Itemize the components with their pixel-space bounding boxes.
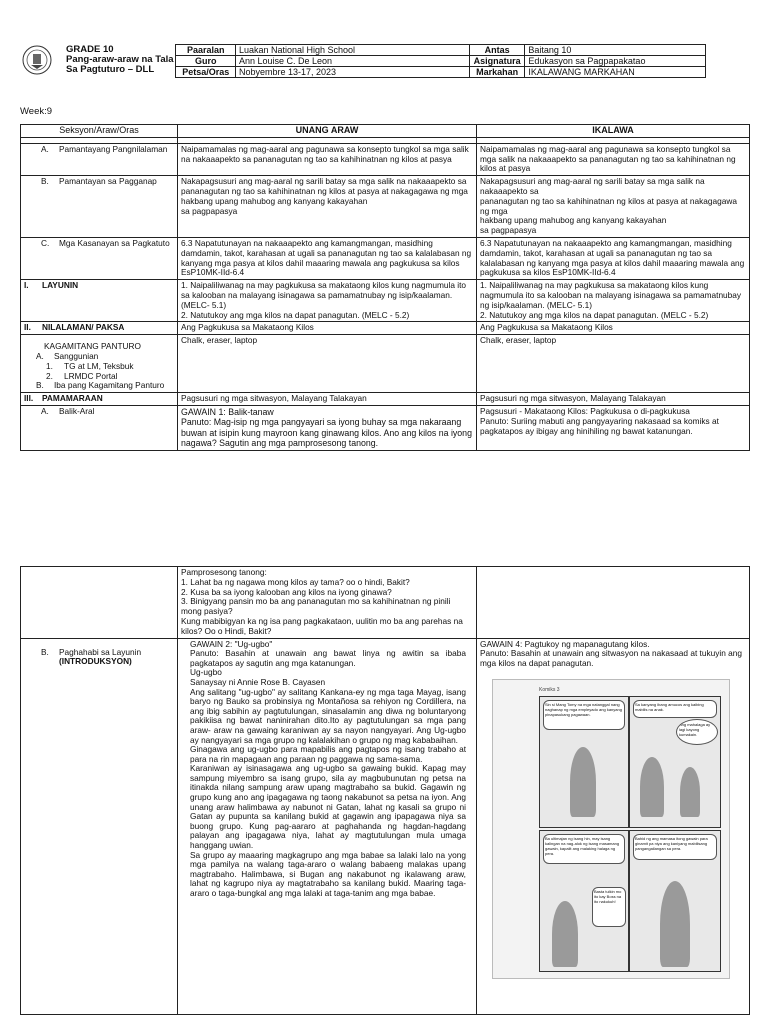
deped-seal-icon [22,45,52,75]
comic-panel-1 [539,696,629,828]
gawain2-title: GAWAIN 2: "Ug-ugbo" [190,638,273,649]
row-pamantayan-sa-pagganap [21,176,750,238]
gawain1-panuto: Panuto: Mag-isip ng mga pangyayari sa iyong buhay sa mga nakaraang buwan at isipin kung mayroon kang ginawang kilos. Ano ang kilos na iyong nagawa? Sagutin ang mga pamprosesong tanong. [181,417,472,449]
row-paghahabi [21,638,750,1014]
value-paaralan: Luakan National High School [235,45,469,56]
row-kagamitang-panturo [21,335,750,393]
comic-bubble: Sin si Mang Tomy na mga natanggal nang naghanap ng mga empleyado ang kanyang pinapasukang pagawaan. [543,700,625,730]
title-line2: Sa Pagtuturo – DLL [66,63,155,75]
cell-text: Nakapagsusuri ang mag-aaral ng sarili batay sa mga salik na nakaaapekto sa pananagutan ng tao sa kahihinatnan ng kilos at pasya at nakagagawa ng mga hakbang upang mahubog ang kanyang kakayahan sa pagpapasya [178,176,477,238]
cell-text: Ang Pagkukusa sa Makataong Kilos [178,322,477,335]
cell-text: Pamprosesong tanong: 1. Lahat ba ng nagawa mong kilos ay tama? oo o hindi, Bakit? 2. Kusa ba sa iyong kalooban ang kilos na iyong ginawa? 3. Binigyang pansin mo ba ang pananagutan mo sa kahihinatnan ng pinili mong pasiya? Kung mabibigyan ka ng isa pang pagkakataon, uulitin mo ba ang parehas na kilos? Oo o Hindi, Bakit? [178,567,477,639]
row-marker: 1. [46,360,53,371]
value-petsa: Nobyembre 13-17, 2023 [235,67,469,78]
week-label: Week:9 [20,106,53,117]
row-kasanayan [21,237,750,279]
row-marker: III. [24,393,34,404]
cell-text: 6.3 Napatutunayan na nakaaapekto ang kamangmangan, masidhing damdamin, takot, karahasan at ugali sa pananagutan ng tao sa kalalabasan ng kanyang mga pasya at kilos dahil maaaring mawala ang pagkukusa sa kilos EsP10MK-IId-6.4 [178,237,477,279]
row-pamprosesong-tanong [21,567,750,639]
gawain4-panuto: Panuto: Basahin at unawain ang sitwasyon na nakasaad at tukuyin ang mga kilos na dapat panagutan. [480,648,742,669]
row-marker: C. [41,237,50,248]
label-petsa: Petsa/Oras [176,67,236,78]
comic-figure [660,881,690,967]
cell-text: 1. Naipaliliwanag na may pagkukusa sa makataong kilos kung nagmumula ito sa kalooban na malayang isinagawa sa pamamatnubay ng isip/kaalaman. (MELC- 5.1) 2. Natutukoy ang mga kilos na dapat panagutan. (MELC - 5.2) [477,280,750,322]
row-label: LAYUNIN [42,280,79,291]
label-guro: Guro [176,56,236,67]
comic-figure [640,757,664,817]
cell-text: Pagsusuri ng mga sitwasyon, Malayang Talakayan [178,393,477,406]
comic-bubble: Sa kanyang ibang amucos ang kaibing mabilis na anak. [633,700,717,718]
gawain1-title: GAWAIN 1: Balik-tanaw [181,406,274,417]
comic-panel-2 [629,696,721,828]
value-antas: Baitang 10 [525,45,706,56]
dll-table [20,124,750,451]
comic-bubble: Ba ultimajan ng isang hin, may isang kalingan na nag-alok ng isang masamang gawain, kapalit ang malaking halaga ng pera. [543,834,625,864]
row-pamantayang-pangnilalaman [21,143,750,175]
gawain2-panuto: Panuto: Basahin at unawain ang bawat linya ng awitin sa ibaba pagkatapos ay sagutin ang mga katanungan. [190,648,466,668]
column-header-row [21,125,750,138]
cell-text: Chalk, eraser, laptop [477,335,750,393]
paragraph: Ang salitang "ug-ugbo" ay salitang Kankana-ey ng mga taga Mayag, isang baryo ng Bauko sa probinsiya ng Montañosa sa rehiyon ng Cordillera, na ang ibig sabihin ay pagtutulungan, sinasalamin ang diwa ng boluntaryong pakikiisa ng bawat naninirahan dito.Ito ay pagtutulungan sa mga pang araw- araw na gawaing karaniwan ay sa nayon nangyayari. Ang Ug-ugbo ay nangyayari sa mga grupo ng kalalakihan o grupo ng mag kababaihan. [190,686,466,745]
cell-text: Ang Pagkukusa sa Makataong Kilos [477,322,750,335]
row-marker: A. [41,405,49,416]
value-asignatura: Edukasyon sa Pagpapakatao [525,56,706,67]
comic-figure [552,901,578,967]
row-label: PAMAMARAAN [42,393,103,404]
comic-figure [680,767,700,817]
row-label: NILALAMAN/ PAKSA [42,322,125,333]
comic-bubble: Basta tulkin mo ito kay Boss na ito nakukuh! [592,887,626,927]
kagamitan-sanggunian: Sanggunian [54,350,99,361]
row-marker: B. [41,646,49,657]
row-layunin [21,280,750,322]
cell-text: 1. Naipaliliwanag na may pagkukusa sa makataong kilos kung nagmumula ito sa kalooban na malayang isinagawa sa pamamatnubay ng isip/kaalaman. (MELC- 5.1) 2. Natutukoy ang mga kilos na dapat panagutan. (MELC - 5.2) [178,280,477,322]
row-marker: I. [24,280,29,291]
col-unang-araw: UNANG ARAW [178,125,477,138]
cell-text: 6.3 Napatutunayan na nakaaapekto ang kamangmangan, masidhing damdamin, takot, karahasan at ugali sa pananagutan ng tao sa kalalabasan ng kanyang mga pasya at kilos dahil maaaring mawala ang pagkukusa sa kilos EsP10MK-IId-6.4 [477,237,750,279]
kagamitan-iba-pa: Iba pang Kagamitang Panturo [54,380,165,391]
value-markahan: IKALAWANG MARKAHAN [525,67,706,78]
row-label: Pamantayan sa Pagganap [59,176,157,187]
row-marker: II. [24,322,31,333]
row-marker: A. [36,350,44,361]
song-author: Sanaysay ni Annie Rose B. Cayasen [190,676,326,687]
row-nilalaman [21,322,750,335]
song-title: Ug-ugbo [190,667,222,678]
paragraph: Karaniwan ay isinasagawa ang ug-ugbo sa gawaing bukid. Kapag may sampung miyembro sa isang grupo, sila ay magbubunutan ng petsa na itinakda nilang sampung araw upang magtrabaho sa bukid. Gagawin ng grupo kung ano ang ipagagawa ng taong nakabunot sa petsa na iyon. Ang unang araw halimbawa ay nabunot ni Gatan, lahat ng kasali sa grupo ni Gatan ay pupunta sa kanilang bukid at gagawin ang ipapagawa niya sa buong grupo. Kung pag-aararo at paghahanda ng hagdan-hagdang palayan ang ipagagawa niya, lahat ay magtutulungan mula umaga hanggang uwian. [190,763,466,851]
title-line1: Pang-araw-araw na Tala [66,53,174,65]
row-balik-aral [21,405,750,450]
header-table [20,44,706,78]
grade-label: GRADE 10 [66,43,114,55]
cell-text: Nakapagsusuri ang mag-aaral ng sarili batay sa mga salik na nakaaapekto sa pananagutan ng tao sa kahihinatnan ng kilos at pasya at nakagagawa ng mga hakbang upang mahubog ang kanyang kakayahan sa pagpapasya [477,176,750,238]
cell-text: Chalk, eraser, laptop [178,335,477,393]
header-title-cell [20,45,176,78]
comic-label: Komiks 3 [539,686,560,693]
paragraph: Ginagawa ang ug-ugbo para mapabilis ang pagtapos ng isang trabaho at para na rin mapagaan ang paraan ng paggawa ng sama-sama. [190,744,466,764]
row-label-sub: (INTRODUKSYON) [59,656,132,667]
cell-text: Pagsusuri ng mga sitwasyon, Malayang Talakayan [477,393,750,406]
kagamitan-tg: TG at LM, Teksbuk [64,360,134,371]
comic-strip-image [492,679,730,979]
row-marker: B. [36,380,44,391]
label-asignatura: Asignatura [469,56,524,67]
comic-bubble: Ang mahalaga ay lagi kayong kumakain. [676,719,718,745]
cell-text: Pagsusuri - Makataong Kilos: Pagkukusa o di-pagkukusa Panuto: Suriing mabuti ang pangyayaring nakasaad sa komiks at pagkatapos ay ibigay ang hinihiling ng bawat katanungan. [477,405,750,450]
kagamitan-title: KAGAMITANG PANTURO [44,341,141,352]
gawain4-title: GAWAIN 4: Pagtukoy ng mapanagutang kilos. [480,638,650,649]
comic-panel-3 [539,830,629,972]
row-pamamaraan [21,393,750,406]
row-label: Balik-Aral [59,405,95,416]
comic-figure [570,747,596,817]
label-antas: Antas [469,45,524,56]
paragraph: Sa grupo ay maaaring magkagrupo ang mga babae sa lalaki lalo na yong mga pamilya na walang taga-araro o walang babaeng malakas upang magtrabaho. Halimbawa, si Bugan ang nakabunot ng ikalawang araw, lahat ng kagrupo niya ay magtatrabaho sa kanilang bukid. Maaring taga-araro o taga-bungkal ang mga lalaki at taga-tanim ang mga babae. [190,849,466,899]
kagamitan-lrmdc: LRMDC Portal [64,370,118,381]
col-ikalawa: IKALAWA [477,125,750,138]
comic-bubble: Bahid ng ang mamasa itong gawain para ginamit pa niya ang kaniyang mabilisang pangangailangan sa pera. [633,834,717,860]
dll-table-page2 [20,566,750,1015]
label-paaralan: Paaralan [176,45,236,56]
row-label: Pamantayang Pangnilalaman [59,143,168,154]
row-marker: B. [41,176,49,187]
label-markahan: Markahan [469,67,524,78]
col-seksyon: Seksyon/Araw/Oras [21,125,178,138]
comic-panel-4 [629,830,721,972]
row-marker: 2. [46,370,53,381]
cell-text: Naipamamalas ng mag-aaral ang pagunawa sa konsepto tungkol sa mga salik na nakaaapekto sa pananagutan ng tao sa kahihinatnan ng kilos at pasya [178,143,477,175]
row-label: Mga Kasanayan sa Pagkatuto [59,237,170,248]
cell-text: Naipamamalas ng mag-aaral ang pagunawa sa konsepto tungkol sa mga salik na nakaaapekto sa pananagutan ng tao sa kahihinatnan ng kilos at pasya [477,143,750,175]
value-guro: Ann Louise C. De Leon [235,56,469,67]
row-label: Paghahabi sa Layunin [59,646,142,657]
row-marker: A. [41,143,49,154]
